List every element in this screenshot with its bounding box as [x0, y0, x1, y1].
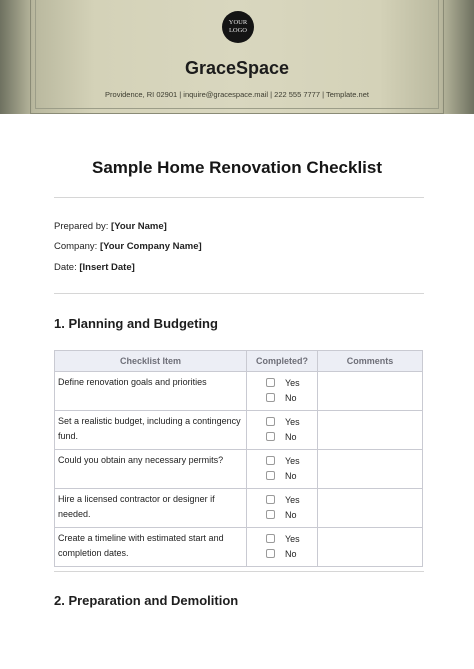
table-row [55, 489, 423, 528]
divider [54, 571, 424, 572]
yes-checkbox[interactable] [266, 417, 275, 426]
comments-cell[interactable] [318, 411, 423, 450]
company-value: [Your Company Name] [99, 241, 202, 252]
yes-checkbox[interactable] [266, 378, 275, 387]
checklist-item: Could you obtain any necessary permits? [55, 450, 247, 489]
no-option[interactable] [266, 546, 317, 561]
table-header-row [55, 351, 423, 372]
completed-cell [247, 489, 318, 528]
date-value: [Insert Date] [79, 262, 135, 273]
letterhead [0, 0, 474, 114]
table-row [55, 372, 423, 411]
checklist-item: Define renovation goals and priorities [55, 372, 247, 411]
yes-label: Yes [285, 377, 300, 388]
column-header-comments: Comments [318, 351, 423, 372]
no-option[interactable] [266, 390, 317, 405]
yes-label: Yes [285, 416, 300, 427]
company-name: GraceSpace [184, 58, 290, 78]
yes-checkbox[interactable] [266, 534, 275, 543]
no-label: No [285, 392, 297, 403]
no-label: No [285, 509, 297, 520]
yes-label: Yes [285, 494, 300, 505]
completed-cell [247, 411, 318, 450]
section-heading-planning: 1. Planning and Budgeting [54, 316, 218, 331]
date-label: Date: [54, 262, 77, 273]
logo [222, 11, 254, 43]
no-label: No [285, 470, 297, 481]
no-checkbox[interactable] [266, 471, 275, 480]
no-option[interactable] [266, 468, 317, 483]
comments-cell[interactable] [318, 450, 423, 489]
yes-option[interactable] [266, 492, 317, 507]
table-row [55, 450, 423, 489]
completed-cell [247, 528, 318, 567]
yes-option[interactable] [266, 453, 317, 468]
yes-checkbox[interactable] [266, 495, 275, 504]
document-title: Sample Home Renovation Checklist [91, 158, 383, 177]
yes-label: Yes [285, 455, 300, 466]
checklist-item: Create a timeline with estimated start and completion dates. [55, 528, 247, 567]
no-label: No [285, 548, 297, 559]
prepared-by-line [54, 221, 167, 232]
no-option[interactable] [266, 429, 317, 444]
no-label: No [285, 431, 297, 442]
comments-cell[interactable] [318, 489, 423, 528]
section-heading-preparation: 2. Preparation and Demolition [54, 593, 239, 608]
yes-checkbox[interactable] [266, 456, 275, 465]
yes-option[interactable] [266, 414, 317, 429]
logo-text-line2: LOGO [228, 27, 248, 34]
no-checkbox[interactable] [266, 510, 275, 519]
checklist-item: Hire a licensed contractor or designer if needed. [55, 489, 247, 528]
company-label: Company: [54, 241, 98, 252]
table-row [55, 528, 423, 567]
no-checkbox[interactable] [266, 432, 275, 441]
prepared-by-label: Prepared by: [54, 221, 109, 232]
no-checkbox[interactable] [266, 549, 275, 558]
yes-option[interactable] [266, 531, 317, 546]
prepared-by-value: [Your Name] [111, 221, 167, 232]
comments-cell[interactable] [318, 528, 423, 567]
completed-cell [247, 372, 318, 411]
no-option[interactable] [266, 507, 317, 522]
contact-line: Providence, RI 02901 | inquire@gracespace.mail | 222 555 7777 | Template.net [105, 90, 369, 99]
table-row [55, 411, 423, 450]
completed-cell [247, 450, 318, 489]
no-checkbox[interactable] [266, 393, 275, 402]
logo-text-line1: YOUR [228, 19, 248, 26]
company-line [54, 241, 202, 252]
checklist-item: Set a realistic budget, including a contingency fund. [55, 411, 247, 450]
date-line [54, 262, 135, 273]
column-header-item: Checklist Item [55, 351, 247, 372]
yes-option[interactable] [266, 375, 317, 390]
divider [54, 293, 424, 294]
divider [54, 197, 424, 198]
yes-label: Yes [285, 533, 300, 544]
column-header-completed: Completed? [247, 351, 318, 372]
comments-cell[interactable] [318, 372, 423, 411]
checklist-table [54, 350, 423, 567]
